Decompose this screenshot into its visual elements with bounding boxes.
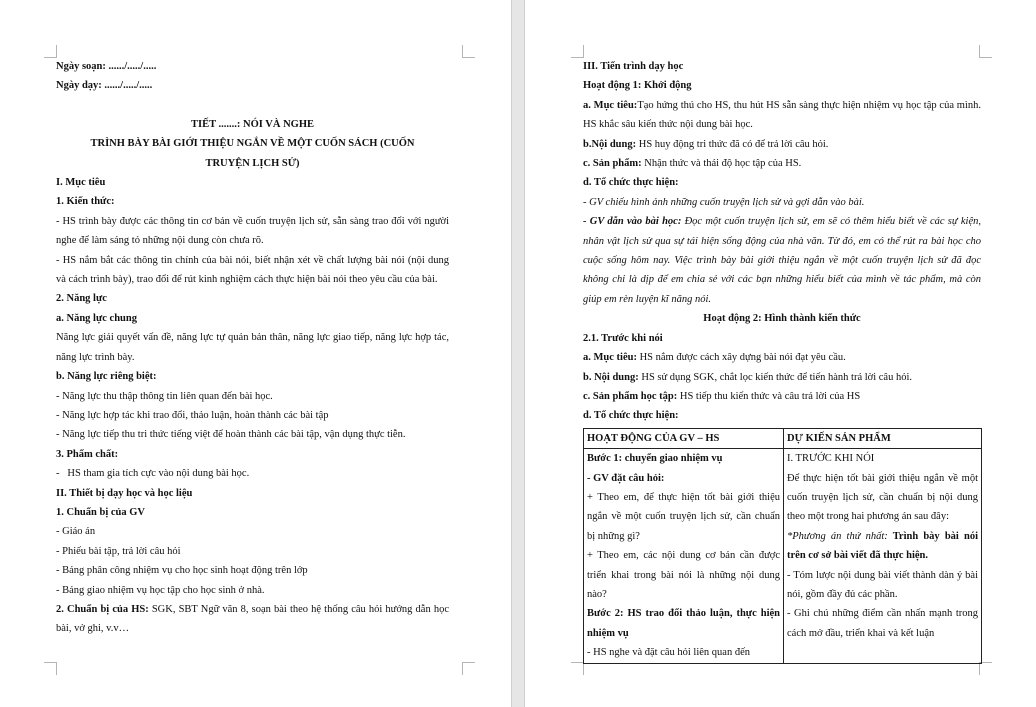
activity2-org-label: d. Tổ chức thực hiện:: [583, 410, 679, 422]
col-header-expected-product: DỰ KIẾN SẢN PHẨM: [784, 428, 982, 448]
product-label: c. Sản phẩm:: [583, 158, 642, 170]
hs-action: - HS nghe và đặt câu hỏi liên quan đến: [587, 647, 750, 659]
content-label: b. Nội dung:: [583, 371, 639, 383]
heading-general-competence: a. Năng lực chung: [56, 312, 137, 324]
section-before-speaking: I. TRƯỚC KHI NÓI: [787, 453, 875, 465]
page-left-content: [56, 57, 449, 639]
document-page-right: [525, 0, 1036, 707]
col-header-activities: HOẠT ĐỘNG CỦA GV – HS: [584, 428, 784, 448]
prep-item: - Bảng phân công nhiệm vụ cho học sinh hoạt động trên lớp: [56, 565, 308, 577]
prep-text: Để thực hiện tốt bài giới thiệu ngắn về một cuốn truyện lịch sử, cần chuẩn bị nội dung theo một trong hai phương án sau đây:: [787, 472, 978, 523]
product-text: Nhận thức và thái độ học tập của HS.: [641, 158, 802, 170]
product-text: HS tiếp thu kiến thức và câu trả lời của HS: [677, 390, 861, 402]
document-page-left: [0, 0, 511, 707]
heading-teacher-prep: 1. Chuẩn bị của GV: [56, 506, 145, 518]
heading-competence: 2. Năng lực: [56, 293, 107, 305]
heading-quality: 3. Phẩm chất:: [56, 448, 119, 460]
student-prep-label: 2. Chuẩn bị của HS:: [56, 603, 149, 615]
date-prepared: Ngày soạn: ....../...../.....: [56, 61, 157, 72]
activity1-org-label: d. Tổ chức thực hiện:: [583, 177, 679, 189]
lead-in-text: Đọc một cuốn truyện lịch sử, em sẽ có thêm hiểu biết về các sự kiện, nhân vật lịch sử qua sự tái hiện sống động của nhà văn. Từ đó, em có thể rút ra bài học cho cuộc sống hôm nay. Việc trình bày bài giới thiệu ngắn về một cuốn truyện lịch sử đã đọc không chỉ là dịp để em chia sẻ với các bạn những hiểu biết của mình về tác phẩm, mà còn giúp em rèn luyện kĩ năng nói.: [583, 216, 981, 305]
activity2-product: [583, 387, 981, 406]
student-prep: [56, 600, 449, 639]
table-header-row: [584, 428, 982, 448]
knowledge-item: - HS nắm bắt các thông tin chính của bài nói, biết nhận xét về chất lượng bài nói (nội dung và cách trình bày), trao đổi để rút kinh nghiệm cách thực hiện bài nói theo yêu cầu của bài.: [56, 254, 449, 286]
lesson-subtitle: TRÌNH BÀY BÀI GIỚI THIỆU NGẮN VỀ MỘT CUỐN SÁCH (CUỐN: [90, 138, 415, 150]
activity1-product: [583, 154, 981, 173]
activities-cell: [584, 449, 784, 663]
heading-knowledge: 1. Kiến thức:: [56, 196, 115, 208]
crop-mark: [44, 662, 57, 675]
content-label: b.Nội dung:: [583, 138, 637, 150]
prep-item: - Bảng giao nhiệm vụ học tập cho học sinh ở nhà.: [56, 584, 265, 596]
goal-text: HS nắm được cách xây dựng bài nói đạt yêu cầu.: [636, 352, 846, 364]
knowledge-item: - HS trình bày được các thông tin cơ bản về cuốn truyện lịch sử, sẵn sàng trao đổi với người nghe để làm sáng tỏ những nội dung còn chưa rõ.: [56, 215, 449, 247]
goal-text: Tạo hứng thú cho HS, thu hút HS sẵn sàng thực hiện nhiệm vụ học tập của mình. HS khắc sâu kiến thức nội dung bài học.: [583, 99, 981, 131]
quality-item: - HS tham gia tích cực vào nội dung bài học.: [56, 468, 250, 480]
heading-before-speaking: 2.1. Trước khi nói: [583, 332, 663, 344]
specific-item: - Năng lực thu thập thông tin liên quan đến bài học.: [56, 390, 273, 402]
lesson-title: TIẾT .......: NÓI VÀ NGHE: [190, 118, 314, 130]
expected-product-cell: [784, 449, 982, 663]
option-1-label: *Phương án thứ nhất:: [787, 530, 888, 542]
activity1-lead-in: [583, 212, 981, 309]
step-1: Bước 1: chuyển giao nhiệm vụ: [587, 453, 723, 465]
content-text: HS huy động tri thức đã có để trả lời câu hỏi.: [636, 138, 829, 150]
activity1-org-item: - GV chiếu hình ảnh những cuốn truyện lịch sử và gợi dẫn vào bài.: [583, 196, 865, 208]
crop-mark: [462, 662, 475, 675]
step-2: Bước 2: HS trao đổi thảo luận, thực hiện nhiệm vụ: [587, 608, 780, 639]
goal-label: a. Mục tiêu:: [583, 352, 637, 364]
question-item: + Theo em, để thực hiện tốt bài giới thiệu ngắn về một cuốn truyện lịch sử, cần chuẩn bị những gì?: [587, 491, 780, 542]
option-1-text: Trình bày bài nói trên cơ sở bài viết đã thực hiện.: [787, 530, 978, 562]
heading-process: III. Tiến trình dạy học: [583, 61, 684, 72]
heading-activity-1: Hoạt động 1: Khởi động: [583, 80, 692, 92]
student-prep-text: SGK, SBT Ngữ văn 8, soạn bài theo hệ thống câu hỏi hướng dẫn học bài, vở ghi, v.v…: [56, 603, 449, 635]
heading-objectives: I. Mục tiêu: [56, 177, 106, 189]
page-gutter: [511, 0, 525, 707]
heading-activity-2: Hoạt động 2: Hình thành kiến thức: [703, 313, 861, 325]
lesson-plan-table: [583, 428, 982, 664]
gv-question-label: - GV đặt câu hỏi:: [587, 472, 665, 484]
content-text: HS sử dụng SGK, chắt lọc kiến thức để tiến hành trả lời câu hỏi.: [638, 371, 912, 383]
activity1-goal: [583, 96, 981, 135]
option-1: [787, 527, 978, 566]
lesson-subtitle-cont: TRUYỆN LỊCH SỬ): [205, 157, 300, 169]
specific-item: - Năng lực hợp tác khi trao đổi, thảo luận, hoàn thành các bài tập: [56, 409, 329, 421]
activity1-content: [583, 135, 981, 154]
activity2-goal: [583, 348, 981, 367]
date-taught: Ngày dạy: ....../...../.....: [56, 80, 153, 92]
crop-mark: [571, 662, 584, 675]
specific-item: - Năng lực tiếp thu tri thức tiếng việt để hoàn thành các bài tập, vận dụng thực tiễn.: [56, 429, 406, 441]
option-1-bullet: - Tóm lược nội dung bài viết thành dàn ý bài nói, gồm đầy đủ các phần.: [787, 569, 978, 600]
option-1-bullet: - Ghi chú những điểm cần nhấn mạnh trong cách mở đầu, triển khai và kết luận: [787, 608, 978, 639]
table-row: [584, 449, 982, 663]
prep-item: - Phiếu bài tập, trả lời câu hỏi: [56, 545, 181, 557]
heading-equipment: II. Thiết bị dạy học và học liệu: [56, 487, 193, 499]
question-item: + Theo em, các nội dung cơ bản cần được triển khai trong bài nói là những nội dung nào?: [587, 550, 780, 600]
crop-mark: [462, 45, 475, 58]
lead-in-label: - GV dẫn vào bài học:: [583, 216, 682, 228]
activity2-content: [583, 368, 981, 387]
product-label: c. Sản phẩm học tập:: [583, 390, 678, 402]
crop-mark: [979, 662, 992, 675]
general-competence-text: Năng lực giải quyết vấn đề, năng lực tự quản bản thân, năng lực giao tiếp, năng lực hợp tác, năng lực trình bày.: [56, 332, 449, 363]
heading-specific-competence: b. Năng lực riêng biệt:: [56, 371, 157, 383]
goal-label: a. Mục tiêu:: [583, 99, 638, 111]
prep-item: - Giáo án: [56, 526, 96, 538]
page-right-content: [583, 57, 981, 664]
